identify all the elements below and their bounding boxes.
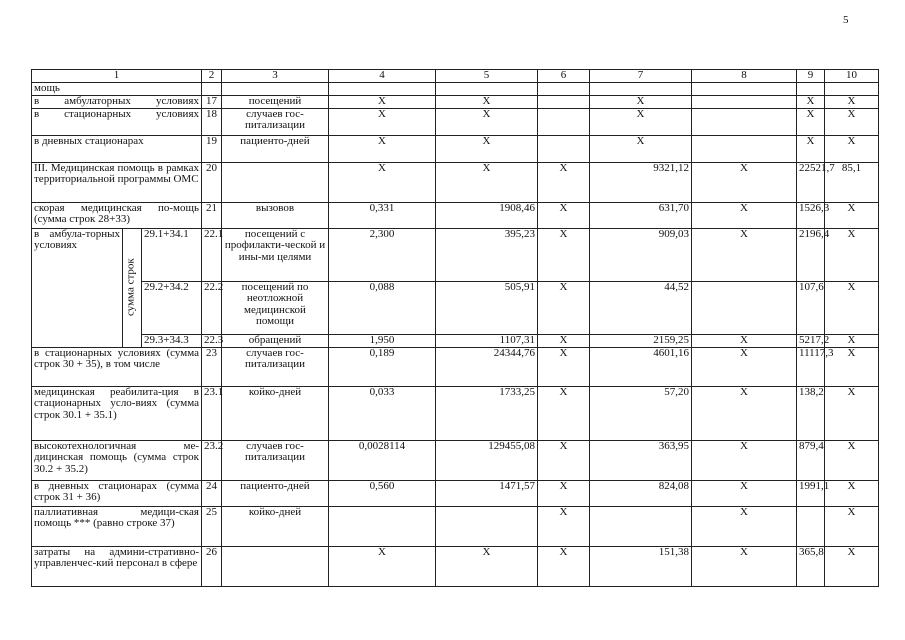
value-cell: Х: [797, 95, 825, 108]
value-cell: Х: [825, 386, 879, 440]
row-number: 22.2: [202, 281, 222, 334]
value-cell: Х: [436, 162, 538, 202]
value-cell: 395,23: [436, 228, 538, 281]
value-cell: Х: [329, 108, 436, 135]
table-row: [32, 95, 879, 108]
table-row: [32, 546, 879, 586]
row-label: III. Медицинская помощь в рамках территориальной программы ОМС: [32, 162, 202, 202]
sub-label: 29.1+34.1: [142, 228, 202, 281]
value-cell: 151,38: [590, 546, 692, 586]
unit-cell: койко-дней: [222, 506, 329, 546]
value-cell: 11117,3: [797, 347, 825, 386]
header-cell: 10: [825, 70, 879, 83]
unit-cell: случаев гос-питализации: [222, 440, 329, 480]
row-number: 25: [202, 506, 222, 546]
row-number: 22.1: [202, 228, 222, 281]
value-cell: Х: [825, 440, 879, 480]
value-cell: Х: [825, 108, 879, 135]
value-cell: 1733,25: [436, 386, 538, 440]
financing-table: [31, 69, 879, 587]
value-cell: Х: [538, 334, 590, 347]
vertical-label: сумма строк: [123, 228, 142, 347]
row-number: 23: [202, 347, 222, 386]
row-number: 24: [202, 480, 222, 506]
header-cell: 6: [538, 70, 590, 83]
unit-cell: случаев гос-питализации: [222, 108, 329, 135]
value-cell: Х: [692, 480, 797, 506]
value-cell: 5217,2: [797, 334, 825, 347]
header-cell: 3: [222, 70, 329, 83]
unit-cell: пациенто-дней: [222, 480, 329, 506]
value-cell: Х: [692, 228, 797, 281]
unit-cell: посещений по неотложной медицинской помощи: [222, 281, 329, 334]
value-cell: 1107,31: [436, 334, 538, 347]
value-cell: Х: [538, 546, 590, 586]
row-number: 23.2: [202, 440, 222, 480]
row-label: высокотехнологичная ме-дицинская помощь (сумма строк 30.2 + 35.2): [32, 440, 202, 480]
value-cell: Х: [436, 546, 538, 586]
value-cell: Х: [825, 228, 879, 281]
value-cell: 9321,12: [590, 162, 692, 202]
table-row: [32, 135, 879, 162]
value-cell: Х: [692, 334, 797, 347]
value-cell: 909,03: [590, 228, 692, 281]
header-cell: 9: [797, 70, 825, 83]
row-label: в амбула-торных условиях: [32, 228, 123, 347]
value-cell: Х: [825, 334, 879, 347]
unit-cell: пациенто-дней: [222, 135, 329, 162]
value-cell: 0,088: [329, 281, 436, 334]
value-cell: 0,033: [329, 386, 436, 440]
value-cell: 4601,16: [590, 347, 692, 386]
row-number: 17: [202, 95, 222, 108]
value-cell: 129455,08: [436, 440, 538, 480]
row-label: в амбулаторных условиях: [32, 95, 202, 108]
value-cell: Х: [590, 135, 692, 162]
value-cell: 24344,76: [436, 347, 538, 386]
value-cell: Х: [692, 386, 797, 440]
sub-label: 29.3+34.3: [142, 334, 202, 347]
row-number: 22.3: [202, 334, 222, 347]
value-cell: 363,95: [590, 440, 692, 480]
header-cell: 5: [436, 70, 538, 83]
row-number: 21: [202, 202, 222, 228]
row-label: в дневных стационарах (сумма строк 31 + 36): [32, 480, 202, 506]
row-number: 26: [202, 546, 222, 586]
value-cell: 0,189: [329, 347, 436, 386]
value-cell: Х: [538, 506, 590, 546]
unit-cell: случаев гос-питализации: [222, 347, 329, 386]
value-cell: Х: [329, 95, 436, 108]
table-row: [32, 83, 879, 96]
table-row: [32, 281, 879, 334]
value-cell: Х: [538, 162, 590, 202]
value-cell: 365,8: [797, 546, 825, 586]
table-row: [32, 334, 879, 347]
value-cell: 824,08: [590, 480, 692, 506]
value-cell: 85,1: [825, 162, 879, 202]
header-cell: 2: [202, 70, 222, 83]
value-cell: Х: [538, 386, 590, 440]
value-cell: 631,70: [590, 202, 692, 228]
row-number: 18: [202, 108, 222, 135]
value-cell: Х: [329, 546, 436, 586]
value-cell: 107,6: [797, 281, 825, 334]
value-cell: 0,560: [329, 480, 436, 506]
value-cell: 2196,4: [797, 228, 825, 281]
table-row: [32, 506, 879, 546]
row-label: в стационарных условиях (сумма строк 30 + 35), в том числе: [32, 347, 202, 386]
value-cell: Х: [825, 95, 879, 108]
value-cell: Х: [692, 506, 797, 546]
value-cell: Х: [692, 162, 797, 202]
row-label: скорая медицинская по-мощь (сумма строк 28+33): [32, 202, 202, 228]
table-row: [32, 162, 879, 202]
value-cell: 1908,46: [436, 202, 538, 228]
value-cell: Х: [538, 202, 590, 228]
header-cell: 7: [590, 70, 692, 83]
unit-cell: вызовов: [222, 202, 329, 228]
page-number: 5: [843, 14, 849, 26]
value-cell: Х: [692, 546, 797, 586]
value-cell: 1991,1: [797, 480, 825, 506]
header-cell: 1: [32, 70, 202, 83]
unit-cell: посещений: [222, 95, 329, 108]
row-label: в дневных стационарах: [32, 135, 202, 162]
row-label: паллиативная медици-ская помощь *** (равно строке 37): [32, 506, 202, 546]
value-cell: Х: [692, 347, 797, 386]
value-cell: 0,0028114: [329, 440, 436, 480]
sub-label: 29.2+34.2: [142, 281, 202, 334]
row-number: 23.1: [202, 386, 222, 440]
value-cell: 1,950: [329, 334, 436, 347]
unit-cell: посещений с профилакти-ческой и ины-ми целями: [222, 228, 329, 281]
value-cell: 1471,57: [436, 480, 538, 506]
unit-cell: обращений: [222, 334, 329, 347]
table-row: [32, 480, 879, 506]
row-label: медицинская реабилита-ция в стационарных усло-виях (сумма строк 30.1 + 35.1): [32, 386, 202, 440]
value-cell: Х: [538, 480, 590, 506]
table-row: [32, 347, 879, 386]
value-cell: Х: [797, 108, 825, 135]
header-cell: 8: [692, 70, 797, 83]
value-cell: Х: [436, 95, 538, 108]
value-cell: Х: [825, 546, 879, 586]
value-cell: Х: [825, 347, 879, 386]
value-cell: 44,52: [590, 281, 692, 334]
value-cell: Х: [825, 281, 879, 334]
value-cell: Х: [797, 135, 825, 162]
table-row: [32, 202, 879, 228]
header-cell: 4: [329, 70, 436, 83]
value-cell: 0,331: [329, 202, 436, 228]
value-cell: 22521,7: [797, 162, 825, 202]
value-cell: Х: [538, 440, 590, 480]
value-cell: Х: [329, 162, 436, 202]
value-cell: Х: [538, 281, 590, 334]
value-cell: Х: [329, 135, 436, 162]
header-row: [32, 70, 879, 83]
value-cell: 505,91: [436, 281, 538, 334]
value-cell: Х: [825, 480, 879, 506]
unit-cell: койко-дней: [222, 386, 329, 440]
value-cell: Х: [825, 506, 879, 546]
table-row: [32, 386, 879, 440]
value-cell: 879,4: [797, 440, 825, 480]
value-cell: Х: [825, 202, 879, 228]
value-cell: 138,2: [797, 386, 825, 440]
row-number: 20: [202, 162, 222, 202]
value-cell: 2,300: [329, 228, 436, 281]
row-label: в стационарных условиях: [32, 108, 202, 135]
value-cell: Х: [692, 440, 797, 480]
value-cell: 57,20: [590, 386, 692, 440]
value-cell: 2159,25: [590, 334, 692, 347]
row-number: 19: [202, 135, 222, 162]
value-cell: Х: [692, 202, 797, 228]
row-label: мощь: [32, 83, 202, 96]
value-cell: Х: [590, 108, 692, 135]
value-cell: Х: [538, 347, 590, 386]
value-cell: Х: [538, 228, 590, 281]
value-cell: Х: [436, 108, 538, 135]
value-cell: Х: [590, 95, 692, 108]
value-cell: Х: [825, 135, 879, 162]
value-cell: 1526,3: [797, 202, 825, 228]
table-row: [32, 108, 879, 135]
value-cell: Х: [436, 135, 538, 162]
table-row: [32, 440, 879, 480]
table-row: [32, 228, 879, 281]
row-label: затраты на админи-стративно-управленчес-кий персонал в сфере: [32, 546, 202, 586]
